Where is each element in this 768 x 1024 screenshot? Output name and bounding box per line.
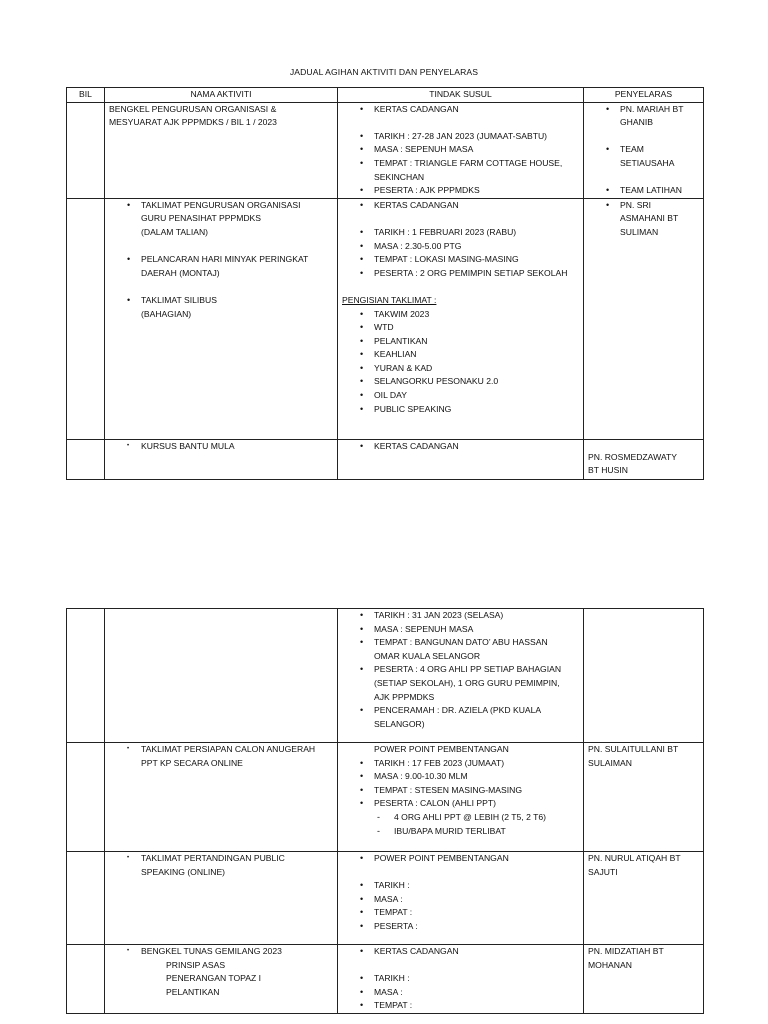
list-item: • PELANTIKAN [342,335,583,349]
list-item-text: PPT KP SECARA ONLINE [141,757,243,768]
nama-aktiviti-cell [105,743,338,852]
penyelaras-name: MOHANAN [588,959,632,970]
table-row [67,439,704,479]
list-item-text: SEKINCHAN [374,171,425,182]
tindak-line: POWER POINT PEMBENTANGAN [374,744,509,754]
list-item: • OIL DAY [342,389,583,403]
header-tindak-susul: TINDAK SUSUL [338,88,584,103]
penyelaras-name: PN. ROSMEDZAWATY [588,451,677,462]
activity-sub-line: PENERANGAN TOPAZ I [166,973,262,984]
row-number [71,103,105,117]
list-item: • KERTAS CADANGAN [342,103,583,117]
list-item: • YURAN & KAD [342,362,583,376]
activity-table-page-1 [66,87,704,480]
table-header-row [67,88,704,103]
list-item: • TARIKH : 1 FEBRUARI 2023 (RABU) [342,226,583,240]
penyelaras-name: PN. SULAITULLANI BT [588,744,679,754]
list-item: • TEMPAT : [342,999,583,1013]
table-row [67,102,704,198]
list-item-text: OMAR KUALA SELANGOR [374,650,481,661]
list-item: • KERTAS CADANGAN [342,199,583,213]
list-item-text: GURU PENASIHAT PPPMDKS [141,213,262,224]
list-item [109,852,337,879]
tindak-susul-cell [338,852,584,945]
row-number [71,199,105,213]
list-item [588,103,703,130]
document-title: JADUAL AGIHAN AKTIVITI DAN PENYELARAS [289,67,479,77]
list-item-text: PN. SRI [620,199,652,210]
list-item-text: (SETIAP SEKOLAH), 1 ORG GURU PEMIMPIN, [374,677,560,688]
list-item-text: (DALAM TALIAN) [141,226,209,237]
table-row [67,743,704,852]
list-item-text: ASMAHANI BT [620,213,679,224]
list-item [109,253,337,280]
penyelaras-cell [584,945,704,1014]
list-item: • PESERTA : 2 ORG PEMIMPIN SETIAP SEKOLAH [342,267,583,281]
list-item-text: DAERAH (MONTAJ) [141,267,220,278]
row-number [71,743,105,757]
list-item [342,157,583,184]
list-item-text: TEAM [620,144,644,155]
list-item-text: TAKLIMAT SILIBUS [141,294,217,305]
list-item: • PESERTA : AJK PPPMDKS [342,184,583,198]
list-item-text: SULIMAN [620,226,659,237]
list-item [109,945,337,959]
list-item [588,143,703,170]
nama-aktiviti-cell [105,102,338,198]
list-item [109,743,337,770]
penyelaras-cell [584,102,704,198]
list-item: • MASA : SEPENUH MASA [342,143,583,157]
list-item-text: AJK PPPMDKS [374,691,435,702]
tindak-susul-cell [338,102,584,198]
list-item: - IBU/BAPA MURID TERLIBAT [356,825,583,839]
list-item: • SELANGORKU PESONAKU 2.0 [342,375,583,389]
activity-line: MESYUARAT AJK PPPMDKS / BIL 1 / 2023 [109,117,277,128]
penyelaras-name: PN. NURUL ATIQAH BT [588,853,681,863]
list-item: • MASA : 2.30-5.00 PTG [342,240,583,254]
list-item-text: PELANCARAN HARI MINYAK PERINGKAT [141,254,309,265]
list-item: • TEMPAT : STESEN MASING-MASING [342,784,583,798]
tindak-susul-cell [338,198,584,439]
list-item: • TARIKH : [342,879,583,893]
list-item: • POWER POINT PEMBENTANGAN [342,852,583,866]
nama-aktiviti-cell [105,439,338,479]
list-item: • KERTAS CADANGAN [342,945,583,959]
list-item-text: TEMPAT : TRIANGLE FARM COTTAGE HOUSE, [374,157,563,168]
penyelaras-name: SAJUTI [588,866,618,877]
header-penyelaras: PENYELARAS [584,88,704,103]
penyelaras-cell [584,852,704,945]
penyelaras-cell [584,743,704,852]
table-row [67,198,704,439]
table-row [67,852,704,945]
header-bil: BIL [67,88,105,103]
list-item: • MASA : [342,893,583,907]
list-item [342,663,583,704]
list-item-text: TEMPAT : BANGUNAN DATO’ ABU HASSAN [374,637,548,648]
list-item-text: PENCERAMAH : DR. AZIELA (PKD KUALA [374,705,542,716]
tindak-susul-cell [338,609,584,743]
list-item-text: TAKLIMAT PENGURUSAN ORGANISASI [141,199,301,210]
list-item [109,199,337,240]
penyelaras-name: BT HUSIN [588,465,628,476]
list-item [342,704,583,731]
row-number [71,945,105,959]
penyelaras-name: PN. MIDZATIAH BT [588,946,664,956]
list-item: • TARIKH : 17 FEB 2023 (JUMAAT) [342,757,583,771]
list-item: • TARIKH : 31 JAN 2023 (SELASA) [342,609,583,623]
header-nama-aktiviti: NAMA AKTIVITI [105,88,338,103]
list-item: • TAKWIM 2023 [342,308,583,322]
list-item-text: SELANGOR) [374,718,425,729]
list-item: • TEMPAT : [342,906,583,920]
list-item: • TEAM LATIHAN [588,184,703,198]
penyelaras-cell [584,439,704,479]
list-item [109,294,337,321]
list-item: • PESERTA : [342,920,583,934]
list-item-text: PN. MARIAH BT [620,103,684,114]
list-item-text: SPEAKING (ONLINE) [141,866,226,877]
list-item-text: GHANIB [620,117,653,128]
list-item: • KURSUS BANTU MULA [109,440,337,454]
list-item [342,636,583,663]
list-item-text: BENGKEL TUNAS GEMILANG 2023 [141,946,282,956]
row-number [71,852,105,866]
list-item: • MASA : SEPENUH MASA [342,623,583,637]
nama-aktiviti-cell [105,198,338,439]
table-row [67,945,704,1014]
pengisian-taklimat-label: PENGISIAN TAKLIMAT : [342,294,437,305]
activity-sub-line: PELANTIKAN [166,986,220,997]
list-item: • KEAHLIAN [342,348,583,362]
list-item-text: TAKLIMAT PERTANDINGAN PUBLIC [141,853,285,863]
list-item-text: PESERTA : 4 ORG AHLI PP SETIAP BAHAGIAN [374,664,562,675]
list-item: • PUBLIC SPEAKING [342,403,583,417]
activity-sub-line: PRINSIP ASAS [166,959,226,970]
row-number [71,440,105,454]
list-item: • KERTAS CADANGAN [342,440,583,454]
list-item: • TEMPAT : LOKASI MASING-MASING [342,253,583,267]
list-item-text: (BAHAGIAN) [141,308,192,319]
nama-aktiviti-cell [105,945,338,1014]
list-item: • TARIKH : 27-28 JAN 2023 (JUMAAT-SABTU) [342,130,583,144]
list-item: - 4 ORG AHLI PPT @ LEBIH (2 T5, 2 T6) [356,811,583,825]
table-row [67,609,704,743]
activity-line: BENGKEL PENGURUSAN ORGANISASI & [109,103,277,114]
penyelaras-cell [584,198,704,439]
list-item: • MASA : [342,986,583,1000]
list-item: • PESERTA : CALON (AHLI PPT) [342,797,583,811]
list-item: • TARIKH : [342,972,583,986]
list-item-text: SETIAUSAHA [620,157,675,168]
nama-aktiviti-cell [105,852,338,945]
tindak-susul-cell [338,439,584,479]
list-item: • MASA : 9.00-10.30 MLM [342,770,583,784]
penyelaras-name: SULAIMAN [588,757,632,768]
tindak-susul-cell [338,945,584,1014]
list-item [588,199,703,240]
tindak-susul-cell [338,743,584,852]
list-item-text: TAKLIMAT PERSIAPAN CALON ANUGERAH [141,744,316,754]
list-item: • WTD [342,321,583,335]
activity-table-page-2 [66,608,704,1014]
